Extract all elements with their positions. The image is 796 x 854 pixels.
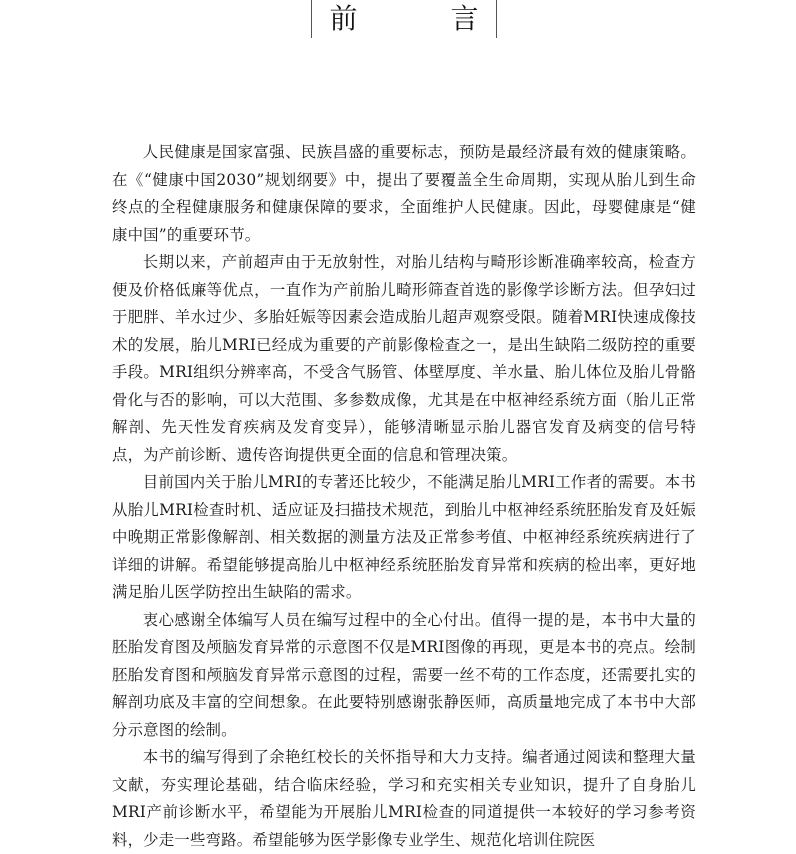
page-title-box bbox=[311, 0, 521, 38]
page-title: 前 言 bbox=[329, 2, 521, 35]
paragraph-1: 人民健康是国家富强、民族昌盛的重要标志，预防是最经济最有效的健康策略。在《“健康中国2030”规划纲要》中，提出了要覆盖全生命周期，实现从胎儿到生命终点的全程健康服务和健康保障的要求，全面维护人民健康。因此，母婴健康是“健康中国”的重要环节。 bbox=[112, 143, 696, 244]
paragraph-2: 长期以来，产前超声由于无放射性，对胎儿结构与畸形诊断准确率较高，检查方便及价格低廉等优点，一直作为产前胎儿畸形筛查首选的影像学诊断方法。但孕妇过于肥胖、羊水过少、多胎妊娠等因素会造成胎儿超声观察受限。随着MRI快速成像技术的发展，胎儿MRI已经成为重要的产前影像检查之一，是出生缺陷二级防控的重要手段。MRI组织分辨率高，不受含气肠管、体壁厚度、羊水量、胎儿体位及胎儿骨骼骨化与否的影响，可以大范围、多参数成像，尤其是在中枢神经系统方面（胎儿正常解剖、先天性发育疾病及发育变异），能够清晰显示胎儿器官发育及病变的信号特点，为产前诊断、遗传咨询提供更全面的信息和管理决策。 bbox=[112, 253, 696, 464]
paragraph-4: 衷心感谢全体编写人员在编写过程中的全心付出。值得一提的是，本书中大量的胚胎发育图及颅脑发育异常的示意图不仅是MRI图像的再现，更是本书的亮点。绘制胚胎发育图和颅脑发育异常示意图的过程，需要一丝不苟的工作态度，还需要扎实的解剖功底及丰富的空间想象。在此要特别感谢张静医师，高质量地完成了本书中大部分示意图的绘制。 bbox=[112, 610, 696, 739]
paragraph-5: 本书的编写得到了余艳红校长的关怀指导和大力支持。编者通过阅读和整理大量文献，夯实理论基础，结合临床经验，学习和充实相关专业知识，提升了自身胎儿MRI产前诊断水平，希望能为开展胎儿MRI检查的同道提供一本较好的学习参考资料，少走一些弯路。希望能够为医学影像专业学生、规范化培训住院医 bbox=[112, 748, 696, 849]
paragraph-3: 目前国内关于胎儿MRI的专著还比较少，不能满足胎儿MRI工作者的需要。本书从胎儿MRI检查时机、适应证及扫描技术规范，到胎儿中枢神经系统胚胎发育及妊娠中晚期正常影像解剖、相关数据的测量方法及正常参考值、中枢神经系统疾病进行了详细的讲解。希望能够提高胎儿中枢神经系统胚胎发育异常和疾病的检出率，更好地满足胎儿医学防控出生缺陷的需求。 bbox=[112, 473, 696, 601]
preface-body bbox=[112, 139, 696, 854]
